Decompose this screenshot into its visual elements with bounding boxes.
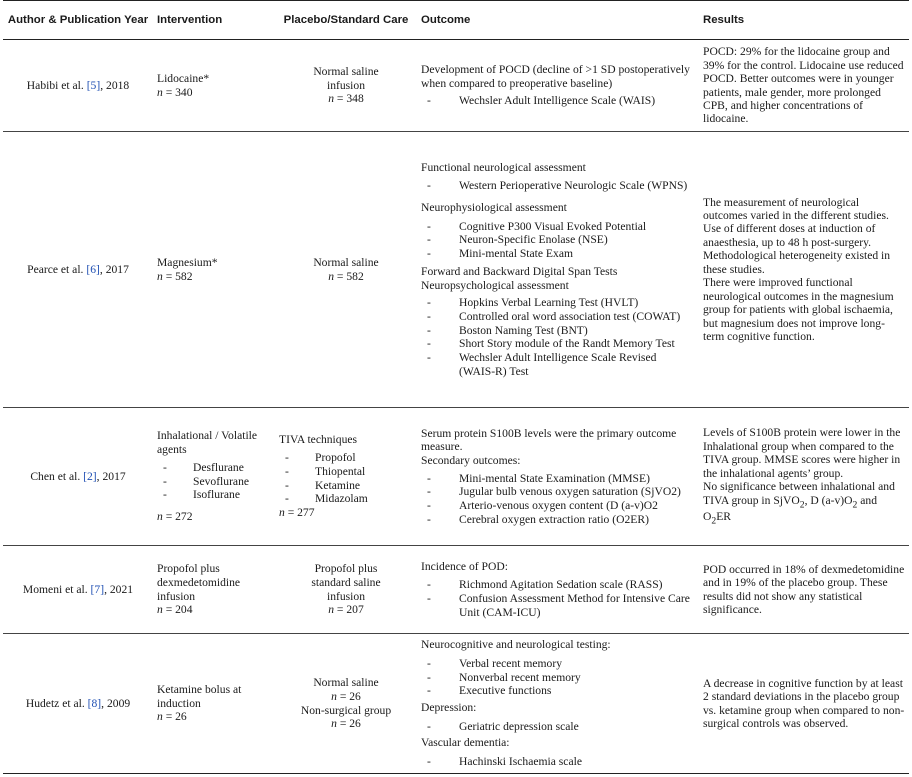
results-cell: Levels of S100B protein were lower in the Inhalational group when compared to the TIVA group. MMSE scores were higher in the inhalational agents’ group. No significance between inhalational and TIVA group in SjVO$_2$, D $(a-v)O_2$ and $O_2ER$ [703, 426, 901, 527]
list-item: - Executive functions [421, 684, 695, 698]
list-item: - Cognitive P300 Visual Evoked Potential [421, 220, 695, 234]
list-item: - Cerebral oxygen extraction ratio (O2ER) [421, 513, 695, 527]
placebo-cell: Normal saline n = 582 [313, 255, 379, 283]
table-row [3, 40, 909, 132]
header-author: Author & Publication Year [3, 1, 153, 40]
list-item: - Neuron-Specific Enolase (NSE) [421, 233, 695, 247]
table-row [3, 408, 909, 546]
placebo-cell: Propofol plus standard saline infusion n = 207 [311, 562, 381, 617]
outcome-cell: Neurocognitive and neurological testing: - Verbal recent memory - Nonverbal recent memory - Executive functions Depression: - Geriatric depression scale Vascular dementia: - Hachinski Ischaemia scale [417, 634, 699, 774]
list-item: - Western Perioperative Neurologic Scale (WPNS) [421, 179, 695, 193]
list-item: - Isoflurane [157, 488, 271, 502]
studies-table [3, 0, 909, 774]
reference-link[interactable]: [7] [90, 582, 105, 596]
header-placebo: Placebo/Standard Care [275, 1, 417, 40]
list-item: - Hachinski Ischaemia scale [421, 755, 695, 769]
intervention-cell: Propofol plus dexmedetomidine infusion n = 204 [157, 562, 241, 617]
list-item: - Ketamine [279, 479, 413, 493]
header-intervention: Intervention [153, 1, 275, 40]
list-item: - Propofol [279, 451, 413, 465]
intervention-cell: Inhalational / Volatile agents - Desflurane - Sevoflurane - Isoflurane n = 272 [153, 408, 275, 546]
list-item: - Richmond Agitation Sedation scale (RASS) [421, 578, 695, 592]
list-item: - Geriatric depression scale [421, 720, 695, 734]
results-cell: POCD: 29% for the lidocaine group and 39% for the control. Lidocaine use reduced POCD. Better outcomes were in younger patients, male gender, more prolonged CPB, and higher concentrations of lidocaine. [703, 45, 904, 126]
list-item: - Controlled oral word association test (COWAT) [421, 310, 695, 324]
list-item: - Wechsler Adult Intelligence Scale (WAIS) [421, 94, 695, 108]
list-item: - Jugular bulb venous oxygen saturation (SjVO2) [421, 485, 695, 499]
header-outcome: Outcome [417, 1, 699, 40]
list-item: - Arterio-venous oxygen content (D (a-v)O2 [421, 499, 695, 513]
table-row [3, 634, 909, 774]
intervention-cell: Ketamine bolus at induction n = 26 [157, 682, 242, 724]
list-item: - Confusion Assessment Method for Intensive Care Unit (CAM-ICU) [421, 592, 695, 619]
list-item: - Short Story module of the Randt Memory Test [421, 337, 695, 351]
list-item: - Nonverbal recent memory [421, 671, 695, 685]
list-item: - Mini-mental State Exam [421, 247, 695, 261]
results-cell: A decrease in cognitive function by at least 2 standard deviations in the placebo group vs. ketamine group when compared to non-surgical controls was observed. [703, 676, 905, 730]
reference-link[interactable]: [8] [87, 696, 102, 710]
intervention-cell: Lidocaine* n = 340 [157, 71, 210, 99]
results-cell: POD occurred in 18% of dexmedetomidine and in 19% of the placebo group. These results did not show any statistical significance. [703, 562, 905, 616]
list-item: - Midazolam [279, 492, 413, 506]
author-cell: Pearce et al. [6], 2017 [27, 262, 129, 276]
placebo-cell: Normal saline infusion n = 348 [313, 64, 379, 106]
author-cell: Habibi et al. [5], 2018 [26, 78, 130, 92]
list-item: - Boston Naming Test (BNT) [421, 324, 695, 338]
header-results: Results [699, 1, 909, 40]
table-row [3, 546, 909, 634]
list-item: - Thiopental [279, 465, 413, 479]
list-item: - Mini-mental State Examination (MMSE) [421, 472, 695, 486]
reference-link[interactable]: [2] [83, 469, 97, 483]
outcome-cell: Serum protein S100B levels were the primary outcome measure. Secondary outcomes: - Mini-mental State Examination (MMSE) - Jugular bulb venous oxygen saturation (SjVO2) - Arterio-venous oxygen content (D (a-v)O2 - Cerebral oxygen extraction ratio (O2ER) [417, 408, 699, 546]
outcome-cell: Development of POCD (decline of >1 SD postoperatively when compared to preoperative baseline) - Wechsler Adult Intelligence Scale (WAIS) [417, 40, 699, 132]
header-row [3, 1, 909, 40]
outcome-cell: Functional neurological assessment - Western Perioperative Neurologic Scale (WPNS) Neurophysiological assessment - Cognitive P300 Visual Evoked Potential - Neuron-Specific Enolase (NSE) - Mini-mental State Exam Forward and Backward Digital Span Tests Neuropsychological assessment - Hopkins Verbal Learning Test (HVLT) - Controlled oral word association test (COWAT) - Boston Naming Test (BNT) - Short Story module of the Randt Memory Test - Wechsler Adult Intelligence Scale Revised (WAIS-R) Test [417, 132, 699, 408]
author-cell: Hudetz et al. [8], 2009 [25, 696, 131, 710]
table-row [3, 132, 909, 408]
reference-link[interactable]: [6] [86, 262, 100, 276]
placebo-cell: TIVA techniques - Propofol - Thiopental - Ketamine - Midazolam n = 277 [275, 408, 417, 546]
intervention-cell: Magnesium* n = 582 [157, 255, 218, 283]
list-item: - Wechsler Adult Intelligence Scale Revised (WAIS-R) Test [421, 351, 695, 378]
author-cell: Momeni et al. [7], 2021 [22, 582, 134, 596]
list-item: - Verbal recent memory [421, 657, 695, 671]
placebo-cell: Normal saline n = 26 Non-surgical group n = 26 [300, 676, 392, 731]
author-cell: Chen et al. [2], 2017 [30, 469, 126, 483]
reference-link[interactable]: [5] [86, 78, 101, 92]
list-item: - Desflurane [157, 461, 271, 475]
results-cell: The measurement of neurological outcomes varied in the different studies. Use of different doses at induction of anaesthesia, up to 48 h post-surgery. Methodological heterogeneity existed in these studies. There were improved functional neurological outcomes in the magnesium group for patients with global ischaemia, but magnesium does not improve long-term cognitive function. [703, 195, 894, 343]
list-item: - Sevoflurane [157, 475, 271, 489]
outcome-cell: Incidence of POD: - Richmond Agitation Sedation scale (RASS) - Confusion Assessment Method for Intensive Care Unit (CAM-ICU) [417, 546, 699, 634]
list-item: - Hopkins Verbal Learning Test (HVLT) [421, 296, 695, 310]
